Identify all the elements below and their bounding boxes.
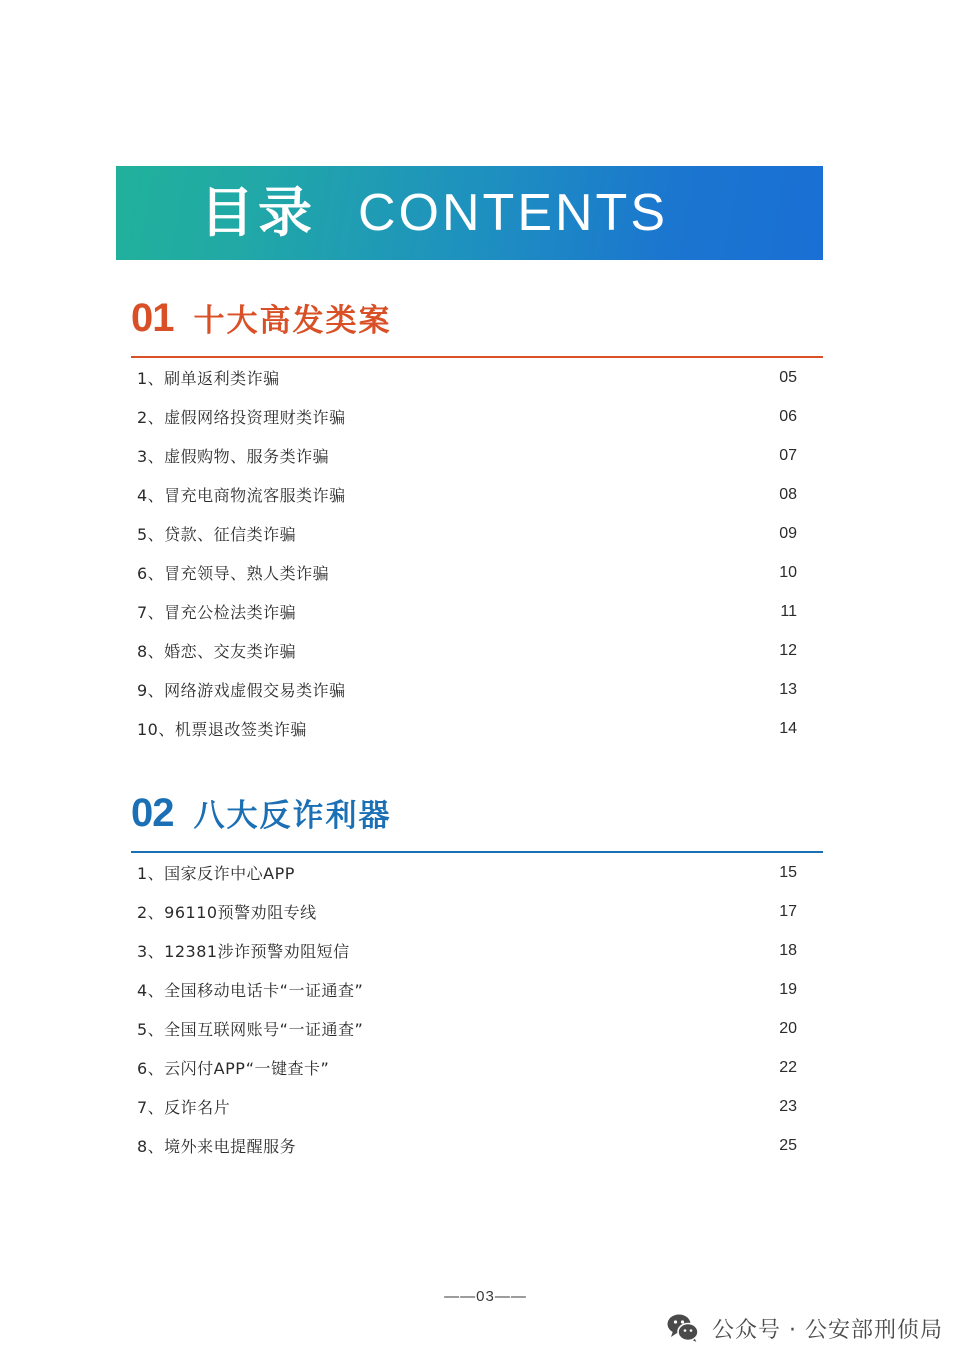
watermark-text: 公众号 · 公安部刑侦局 (712, 1317, 943, 1343)
toc-entry-page: 23 (779, 1097, 797, 1115)
toc-entry-label: 4、全国移动电话卡“一证通查” (137, 981, 364, 1000)
banner-title-en: CONTENTS (358, 184, 668, 242)
toc-entry-label: 3、虚假购物、服务类诈骗 (137, 447, 330, 466)
toc-entry-label: 2、96110预警劝阻专线 (137, 903, 317, 922)
toc-entry-label: 8、婚恋、交友类诈骗 (137, 642, 297, 661)
toc-entry-label: 3、12381涉诈预警劝阻短信 (137, 942, 350, 961)
toc-entry-label: 2、虚假网络投资理财类诈骗 (137, 408, 346, 427)
toc-section-01 (131, 298, 823, 748)
toc-entry-page: 14 (779, 719, 797, 737)
list-item[interactable] (131, 670, 823, 709)
toc-entry-page: 13 (779, 680, 797, 698)
section-number: 02 (131, 791, 174, 835)
toc-list-02 (131, 853, 823, 1165)
toc-entry-page: 18 (779, 941, 797, 959)
toc-entry-label: 5、贷款、征信类诈骗 (137, 525, 297, 544)
toc-entry-page: 10 (779, 563, 797, 581)
toc-entry-label: 7、反诈名片 (137, 1098, 231, 1117)
section-title: 八大反诈利器 (193, 798, 392, 834)
page-number: ——03—— (444, 1288, 527, 1305)
list-item[interactable] (131, 553, 823, 592)
toc-entry-page: 11 (780, 602, 797, 620)
toc-entry-label: 5、全国互联网账号“一证通查” (137, 1020, 364, 1039)
toc-entry-page: 06 (779, 407, 797, 425)
section-title: 十大高发类案 (193, 303, 392, 339)
section-header (131, 298, 823, 346)
list-item[interactable] (131, 892, 823, 931)
contents-banner (116, 166, 823, 260)
toc-entry-label: 6、云闪付APP“一键查卡” (137, 1059, 330, 1078)
toc-list-01 (131, 358, 823, 748)
toc-entry-label: 9、网络游戏虚假交易类诈骗 (137, 681, 346, 700)
toc-entry-page: 08 (779, 485, 797, 503)
toc-entry-label: 7、冒充公检法类诈骗 (137, 603, 297, 622)
toc-entry-page: 19 (779, 980, 797, 998)
toc-entry-label: 1、刷单返利类诈骗 (137, 369, 280, 388)
toc-entry-page: 17 (779, 902, 797, 920)
toc-entry-label: 6、冒充领导、熟人类诈骗 (137, 564, 330, 583)
toc-entry-label: 1、国家反诈中心APP (137, 864, 295, 883)
list-item[interactable] (131, 358, 823, 397)
toc-entry-page: 25 (779, 1136, 797, 1154)
list-item[interactable] (131, 853, 823, 892)
wechat-icon (666, 1311, 700, 1345)
list-item[interactable] (131, 514, 823, 553)
toc-entry-page: 05 (779, 368, 797, 386)
toc-section-02 (131, 793, 823, 1165)
list-item[interactable] (131, 970, 823, 1009)
section-number: 01 (131, 296, 174, 340)
list-item[interactable] (131, 931, 823, 970)
section-header (131, 793, 823, 841)
list-item[interactable] (131, 397, 823, 436)
toc-entry-page: 15 (779, 863, 797, 881)
toc-entry-page: 22 (779, 1058, 797, 1076)
toc-entry-page: 07 (779, 446, 797, 464)
toc-entry-page: 09 (779, 524, 797, 542)
toc-entry-label: 4、冒充电商物流客服类诈骗 (137, 486, 346, 505)
toc-entry-page: 12 (779, 641, 797, 659)
list-item[interactable] (131, 436, 823, 475)
list-item[interactable] (131, 709, 823, 748)
list-item[interactable] (131, 592, 823, 631)
toc-entry-label: 8、境外来电提醒服务 (137, 1137, 297, 1156)
list-item[interactable] (131, 1048, 823, 1087)
toc-entry-page: 20 (779, 1019, 797, 1037)
list-item[interactable] (131, 631, 823, 670)
list-item[interactable] (131, 475, 823, 514)
list-item[interactable] (131, 1126, 823, 1165)
list-item[interactable] (131, 1087, 823, 1126)
toc-entry-label: 10、机票退改签类诈骗 (137, 720, 307, 739)
banner-title-cn: 目录 (200, 181, 316, 244)
watermark (666, 1311, 943, 1345)
list-item[interactable] (131, 1009, 823, 1048)
